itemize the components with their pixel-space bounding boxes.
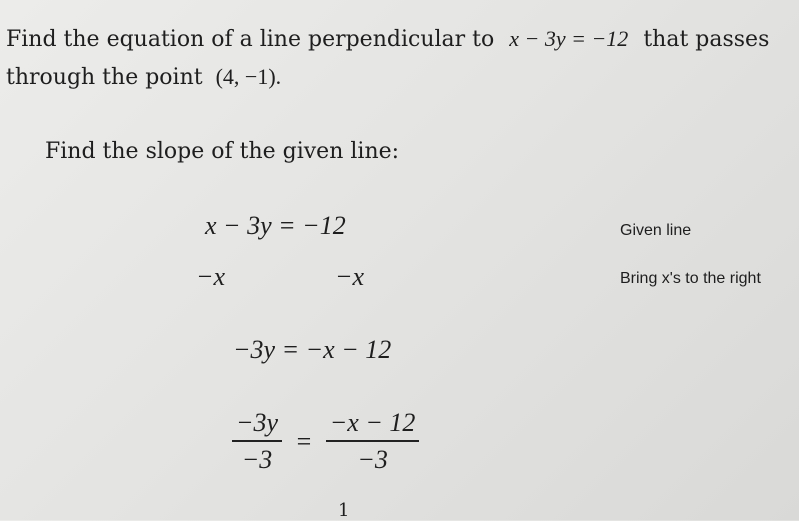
problem-statement [6, 20, 796, 96]
equals-sign: = [296, 426, 312, 456]
isolated-equation: −3y = −x − 12 [233, 335, 392, 364]
problem-text-1-tail: that passes [643, 27, 770, 52]
problem-text-1: Find the equation of a line perpendicular to [6, 27, 495, 52]
problem-text-2: through the point [6, 65, 203, 90]
problem-equation: x − 3y = −12 [509, 26, 629, 51]
right-numerator: −x − 12 [326, 408, 420, 442]
section-heading: Find the slope of the given line: [45, 139, 400, 164]
left-denominator: −3 [241, 445, 273, 474]
page-number: 1 [338, 500, 350, 521]
left-fraction [232, 408, 282, 475]
problem-line-1 [6, 20, 796, 58]
subtract-note: Bring x's to the right [620, 270, 761, 287]
subtract-x-left: −x [196, 262, 226, 291]
right-denominator: −3 [357, 445, 388, 474]
given-line-note: Given line [620, 222, 692, 239]
left-numerator: −3y [232, 408, 282, 442]
divide-step [232, 408, 419, 475]
problem-line-2 [6, 58, 796, 96]
subtract-x-right: −x [335, 262, 365, 291]
given-equation: x − 3y = −12 [205, 211, 346, 240]
problem-point: (4, −1). [215, 64, 282, 89]
right-fraction [326, 408, 420, 475]
